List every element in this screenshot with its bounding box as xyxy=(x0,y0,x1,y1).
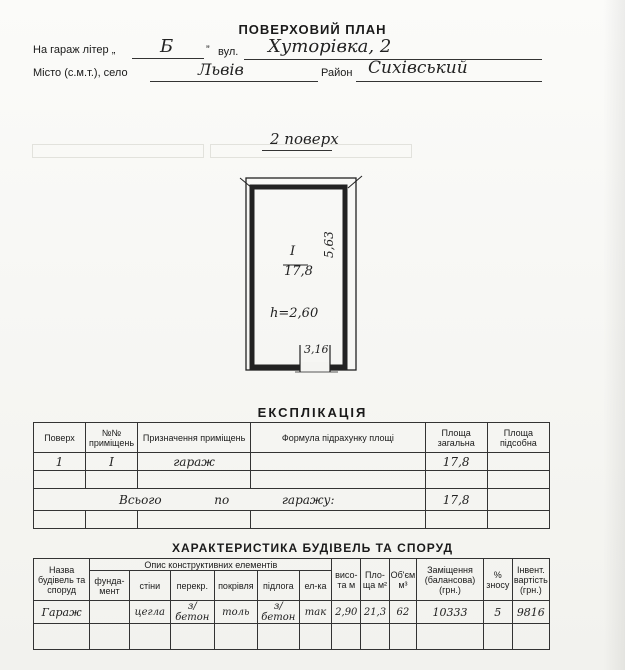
total-row xyxy=(34,489,550,511)
row-room: I xyxy=(86,453,138,471)
cell-volume: 62 xyxy=(389,601,416,624)
explication-header-row xyxy=(34,423,550,453)
city-value: Львів xyxy=(198,60,244,79)
row-purpose: гараж xyxy=(138,453,251,471)
col-inventory-cost: Інвент. вартість (грн.) xyxy=(512,559,549,601)
col-ceiling: перекр. xyxy=(171,571,215,601)
cell-area: 21,3 xyxy=(361,601,390,624)
cell-wear: 5 xyxy=(483,601,512,624)
col-foundation: фунда-мент xyxy=(90,571,129,601)
street-label: вул. xyxy=(218,46,239,58)
page-edge-shadow xyxy=(603,0,625,670)
cell-foundation xyxy=(90,601,129,624)
col-area: Пло-ща м² xyxy=(361,559,390,601)
cell-inventory: 9816 xyxy=(512,601,549,624)
explication-table xyxy=(33,422,550,529)
table-row xyxy=(34,511,550,529)
cell-cost: 10333 xyxy=(417,601,484,624)
cell-floor: з/бетон xyxy=(258,601,299,624)
col-formula: Формула підрахунку площі xyxy=(251,423,425,453)
cell-walls: цегла xyxy=(129,601,170,624)
total-area: 17,8 xyxy=(425,489,487,511)
col-roof: покрівля xyxy=(214,571,258,601)
garage-quote: ” xyxy=(206,44,210,56)
table-row xyxy=(34,624,550,650)
col-floor: Поверх xyxy=(34,423,86,453)
total-label xyxy=(34,489,426,511)
characteristics-title: ХАРАКТЕРИСТИКА БУДІВЕЛЬ ТА СПОРУД xyxy=(171,541,454,555)
col-total-area: Площа загальна xyxy=(425,423,487,453)
room-height: h=2,60 xyxy=(270,306,319,321)
district-value: Сихівський xyxy=(368,58,468,78)
col-replacement-cost: Заміщення (балансова) (грн.) xyxy=(417,559,484,601)
document-title: ПОВЕРХОВИЙ ПЛАН xyxy=(238,22,387,37)
floor-label: 2 поверх xyxy=(270,130,339,148)
cell-electric: так xyxy=(299,601,332,624)
col-volume: Об'єм м³ xyxy=(389,559,416,601)
col-construction-desc: Опис конструктивних елементів xyxy=(90,559,332,571)
row-floor: 1 xyxy=(34,453,86,471)
cell-ceiling: з/бетон xyxy=(171,601,215,624)
district-label: Район xyxy=(321,67,353,79)
row-area: 17,8 xyxy=(425,453,487,471)
room-number: I xyxy=(290,244,296,259)
table-row xyxy=(34,601,550,624)
col-room-number: №№ приміщень xyxy=(86,423,138,453)
cell-name: Гараж xyxy=(34,601,90,624)
table-row xyxy=(34,471,550,489)
total-label-3: гаражу: xyxy=(281,492,335,507)
col-floor-material: підлога xyxy=(258,571,299,601)
total-label-2: по xyxy=(214,492,230,507)
room-width: 3,16 xyxy=(304,343,329,356)
col-electric: ел-ка xyxy=(299,571,332,601)
street-value: Хуторівка, 2 xyxy=(268,36,392,57)
col-height: висо-та м xyxy=(332,559,361,601)
table-row xyxy=(34,453,550,471)
col-building-name: Назва будівель та споруд xyxy=(34,559,90,601)
total-label-1: Всього xyxy=(119,492,162,507)
room-length: 5,63 xyxy=(322,231,336,258)
col-wear: % зносу xyxy=(483,559,512,601)
litera-value: Б xyxy=(160,36,174,57)
cell-roof: толь xyxy=(214,601,258,624)
city-label: Місто (с.м.т.), село xyxy=(33,67,128,79)
cell-height: 2,90 xyxy=(332,601,361,624)
char-header-row-1 xyxy=(34,559,550,571)
row-aux xyxy=(487,453,549,471)
characteristics-table xyxy=(33,558,550,650)
col-walls: стіни xyxy=(129,571,170,601)
explication-title: ЕКСПЛІКАЦІЯ xyxy=(257,405,368,420)
col-purpose: Призначення приміщень xyxy=(138,423,251,453)
room-area: 17,8 xyxy=(284,264,313,279)
row-formula xyxy=(251,453,425,471)
col-auxiliary-area: Площа підсобна xyxy=(487,423,549,453)
garage-label: На гараж літер „ xyxy=(33,44,116,56)
